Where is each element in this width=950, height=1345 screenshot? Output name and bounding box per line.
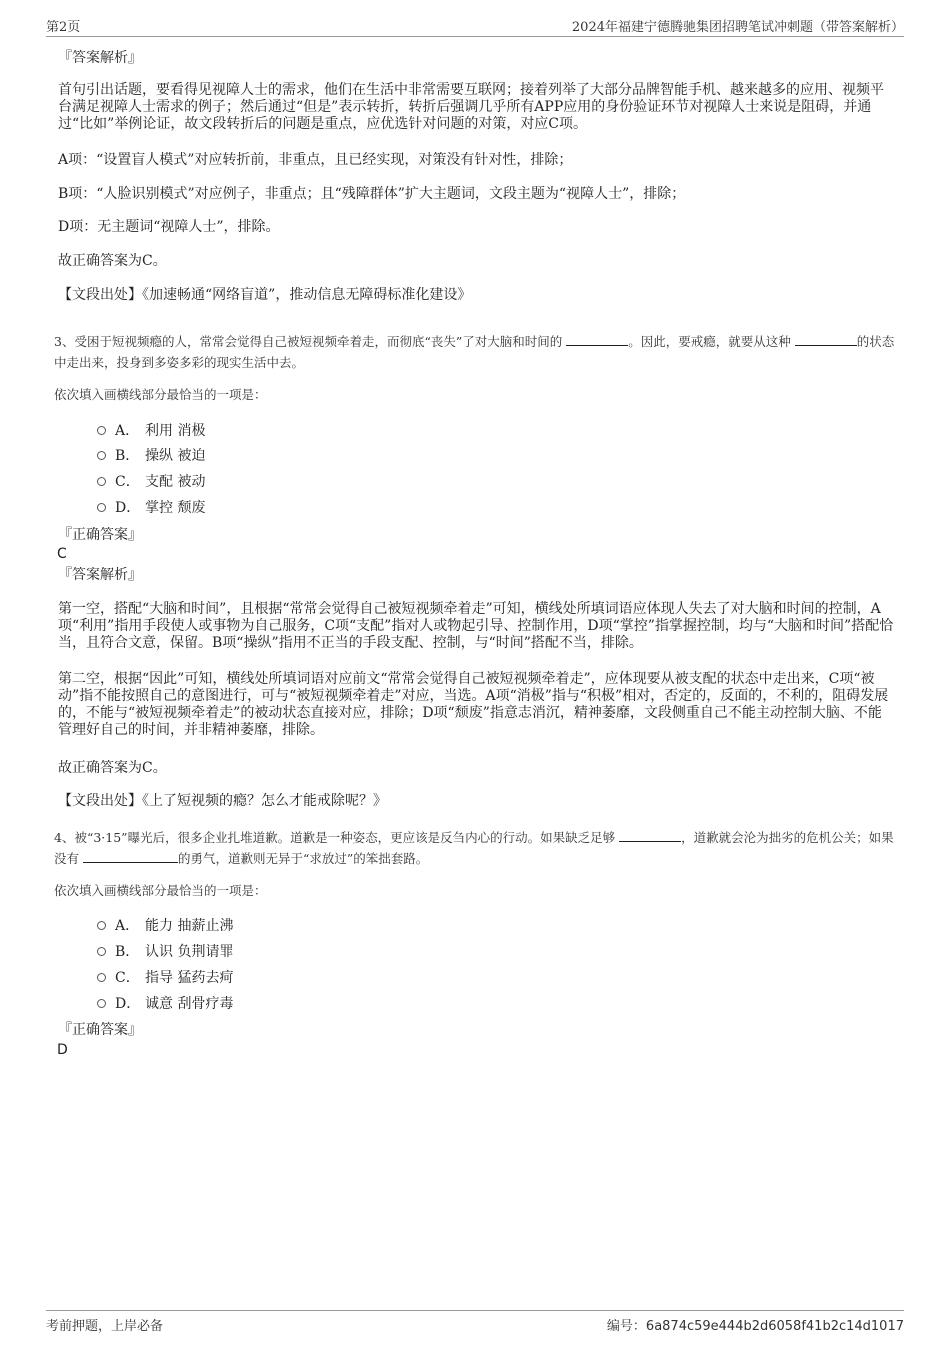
q4-option-d[interactable]: D． 诚意 刮骨疗毒 [97,994,233,1014]
radio-icon[interactable] [97,451,106,460]
q3-source: 【文段出处】《上了短视频的瘾？怎么才能戒除呢？》 [58,793,387,809]
radio-icon[interactable] [97,426,106,435]
q3-blank-2 [795,332,857,346]
q3-analysis-paragraph-1: 第一空，搭配“大脑和时间”，且根据“常常会觉得自己被短视频牵着走”可知，横线处所填词语应体现人失去了对大脑和时间的控制，A项“利用”指用手段使人或事物为自己服务，C项“支配”指对人或物起引导、控制作用，D项“掌控”指掌握控制，均与“大脑和时间”搭配恰当，且符合文意，保留。B项“操纵”指用不正当的手段支配、控制，与“时间”搭配不当，排除。 [58,601,894,651]
q3-answer-label: 『正确答案』 [58,527,142,543]
q3-stem-part-2: 。因此，要戒瘾，就要从这种 [628,334,791,349]
q4-answer-label: 『正确答案』 [58,1022,142,1038]
footer-slogan: 考前押题，上岸必备 [46,1319,164,1334]
q4-answer: D [57,1042,68,1058]
radio-icon[interactable] [97,921,106,930]
q3-analysis-paragraph-2: 第二空，根据“因此”可知，横线处所填词语对应前文“常常会觉得自己被短视频牵着走”，应体现要从被支配的状态中走出来，C项“被动”指不能按照自己的意图进行，可与“被短视频牵着走”对应，当选。A项“消极”指与“积极”相对，否定的，反面的，不利的，阻碍发展的，不能与“被短视频牵着走”的被动状态直接对应，排除；D项“颓废”指意志消沉，精神萎靡，文段侧重自己不能主动控制大脑、不能管理好自己的时间，并非精神萎靡，排除。 [58,671,889,738]
document-code [607,1315,904,1334]
q2-analysis-paragraph-2: A项：“设置盲人模式”对应转折前，非重点，且已经实现，对策没有针对性，排除； [58,152,573,168]
q4-option-c[interactable]: C． 指导 猛药去疴 [97,968,233,988]
radio-icon[interactable] [97,477,106,486]
q4-blank-2 [83,849,178,863]
q3-answer: C [57,546,67,562]
q3-blank-1 [566,332,628,346]
radio-icon[interactable] [97,947,106,956]
q3-option-d[interactable]: D． 掌控 颓废 [97,498,205,518]
q4-stem [54,827,904,869]
q3-option-b[interactable]: B． 操纵 被迫 [97,446,205,466]
q3-prompt: 依次填入画横线部分最恰当的一项是： [54,387,267,402]
q4-option-a[interactable]: A． 能力 抽薪止沸 [97,916,233,936]
q4-blank-1 [619,828,681,842]
radio-icon[interactable] [97,973,106,982]
page-number: 第2页 [46,20,81,35]
radio-icon[interactable] [97,503,106,512]
q2-analysis-label: 『答案解析』 [58,50,142,66]
q2-conclusion: 故正确答案为C。 [58,253,167,269]
q3-option-c[interactable]: C． 支配 被动 [97,472,205,492]
q4-option-b[interactable]: B． 认识 负荆请罪 [97,942,233,962]
document-code-label: 编号： [606,1319,646,1334]
q2-analysis-paragraph-4: D项：无主题词“视障人士”，排除。 [58,219,280,235]
page-header [46,14,904,37]
q4-stem-part-2: ，道歉就会沦为拙劣的危机公关；如果没有 [54,830,894,866]
page-footer [46,1310,904,1335]
q3-stem [54,331,904,373]
q3-analysis-label: 『答案解析』 [58,567,142,583]
radio-icon[interactable] [97,999,106,1008]
document-code-value: 6a874c59e444b2d6058f41b2c14d1017 [645,1319,904,1334]
q4-stem-part-1: 4、被“3·15”曝光后，很多企业扎堆道歉。道歉是一种姿态，更应该是反刍内心的行动。如果缺乏足够 [54,830,616,845]
q3-stem-part-3: 的状态中走出来，投身到多姿多彩的现实生活中去。 [54,334,895,370]
q4-prompt: 依次填入画横线部分最恰当的一项是： [54,883,267,898]
document-title: 2024年福建宁德腾驰集团招聘笔试冲刺题（带答案解析） [571,20,904,35]
q3-option-a[interactable]: A． 利用 消极 [97,421,205,441]
q2-analysis-paragraph-1: 首句引出话题，要看得见视障人士的需求，他们在生活中非常需要互联网；接着列举了大部分品牌智能手机、越来越多的应用、视频平台满足视障人士需求的例子；然后通过“但是”表示转折，转折后强调几乎所有APP应用的身份验证环节对视障人士来说是阻碍，并通过“比如”举例论证，故文段转折后的问题是重点，应优选针对问题的对策，对应C项。 [58,82,884,132]
q2-source: 【文段出处】《加速畅通“网络盲道”，推动信息无障碍标准化建设》 [58,287,472,303]
q3-conclusion: 故正确答案为C。 [58,760,167,776]
q4-stem-part-3: 的勇气，道歉则无异于“求放过”的笨拙套路。 [178,851,429,866]
q3-stem-part-1: 3、受困于短视频瘾的人，常常会觉得自己被短视频牵着走，而彻底“丧失”了对大脑和时间的 [54,334,563,349]
q2-analysis-paragraph-3: B项：“人脸识别模式”对应例子，非重点；且“残障群体”扩大主题词，文段主题为“视障人士”，排除； [58,186,686,202]
